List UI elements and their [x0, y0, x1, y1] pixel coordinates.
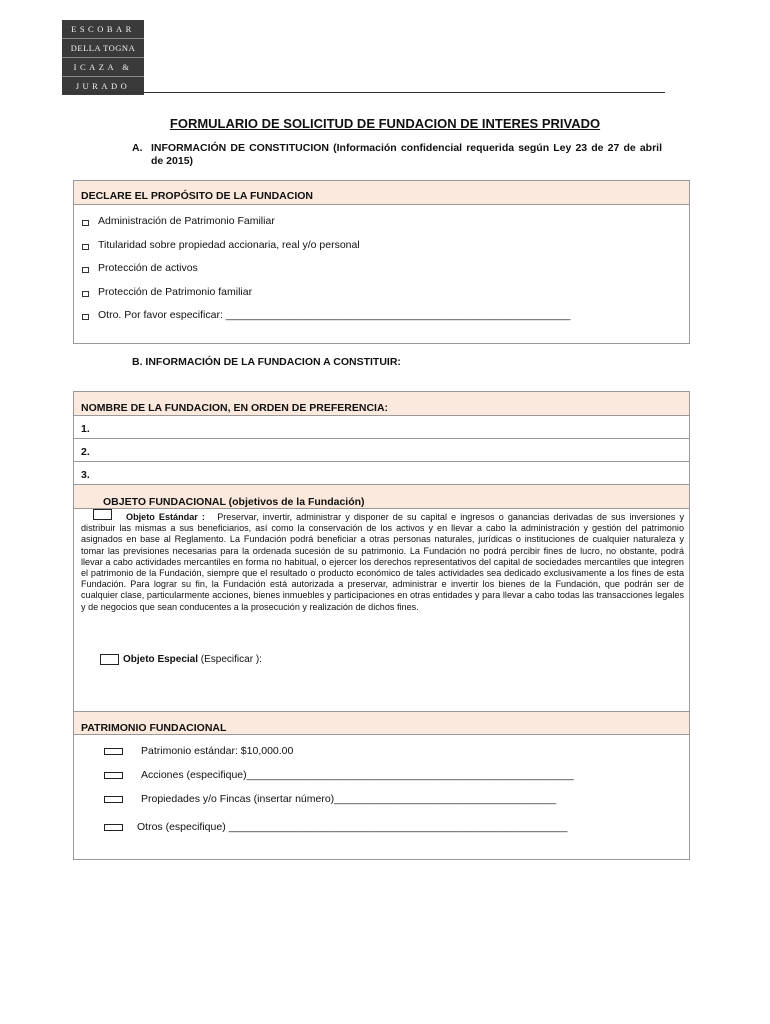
- patrimonio-option[interactable]: [104, 745, 293, 757]
- section-b-heading: B. INFORMACIÓN DE LA FUNDACION A CONSTITUIR:: [132, 356, 401, 368]
- header-divider: [62, 92, 665, 93]
- patrimonio-checkbox[interactable]: [104, 824, 123, 831]
- logo-line: ESCOBAR: [62, 20, 144, 39]
- patrimonio-section: [74, 735, 689, 855]
- name-preference-row[interactable]: 1.: [74, 416, 689, 439]
- name-preference-row[interactable]: 2.: [74, 439, 689, 462]
- section-a-heading: [132, 142, 662, 168]
- patrimonio-checkbox[interactable]: [104, 748, 123, 755]
- section-a-text: INFORMACIÓN DE CONSTITUCION (Información confidencial requerida según Ley 23 de 27 de abril de 2015): [151, 142, 662, 167]
- patrimonio-heading: PATRIMONIO FUNDACIONAL: [74, 711, 689, 735]
- patrimonio-checkbox[interactable]: [104, 772, 123, 779]
- logo-line: JURADO: [75, 81, 131, 91]
- objeto-special-checkbox[interactable]: [100, 654, 119, 665]
- foundation-info-box: [73, 391, 690, 860]
- patrimonio-option-label: Otros (especifique) __________________________________________________________: [137, 821, 568, 833]
- objeto-special-row: [100, 654, 262, 665]
- patrimonio-option[interactable]: [104, 769, 574, 781]
- name-preference-row[interactable]: 3.: [74, 462, 689, 485]
- objeto-standard-text: [74, 512, 689, 613]
- purpose-box: [73, 180, 690, 344]
- patrimonio-option-label: Patrimonio estándar: $10,000.00: [141, 745, 294, 757]
- names-heading: NOMBRE DE LA FUNDACION, EN ORDEN DE PREFERENCIA:: [74, 392, 689, 416]
- patrimonio-option-label: Acciones (especifique)________________________________________________________: [141, 769, 574, 781]
- patrimonio-option[interactable]: [104, 821, 567, 833]
- objeto-standard-description: Preservar, invertir, administrar y disponer de su capital e ingresos o ganancias derivadas de sus inversiones y distribuir las mismas a sus beneficiarios, así como la conservación de los activos y en llevar a cabo la administración y gestión del patrimonio asignados en base al Reglamento. La Fundación podrá beneficiar a otras personas naturales, jurídicas o instituciones de cualquier naturaleza y tomar las previsiones necesarias para la ordenada sucesión de su patrimonio. La Fundación no podrá percibir fines de lucro, no obstante, podrá llevar a cabo actividades mercantiles en forma no habitual, o ejercer los derechos representativos del capital de sociedades mercantiles que integren el patrimonio de la Fundación, siempre que el resultado o producto económico de tales actividades sea dedicado exclusivamente a los fines de esta Fundación. Para lograr su fin, la Fundación está autorizada a preservar, administrar e invertir los bienes de la Fundación, que podrán ser de cualquier clase, particularmente acciones, bienes inmuebles y participaciones en otras entidades y para llevar a cabo todas las transacciones legales y de negocios que sean conducentes a la prosecución y realización de dichos fines.: [81, 512, 684, 612]
- objeto-standard-label: Objeto Estándar :: [126, 512, 205, 522]
- patrimonio-option-label: Propiedades y/o Fincas (insertar número)______________________________________: [141, 793, 557, 805]
- purpose-option[interactable]: Otro. Por favor especificar: ___________________________________________________________: [74, 304, 689, 328]
- purpose-option[interactable]: Protección de activos: [74, 257, 689, 281]
- patrimonio-checkbox[interactable]: [104, 796, 123, 803]
- logo-line: DELLA TOGNA: [62, 39, 144, 58]
- purpose-list: [74, 210, 689, 328]
- objeto-special-label: Objeto Especial: [123, 654, 199, 666]
- logo-line: ICAZA &: [62, 58, 144, 77]
- objeto-standard-checkbox[interactable]: [93, 509, 112, 520]
- form-title: FORMULARIO DE SOLICITUD DE FUNDACION DE INTERES PRIVADO: [169, 116, 601, 131]
- purpose-option[interactable]: Protección de Patrimonio familiar: [74, 281, 689, 305]
- patrimonio-option[interactable]: [104, 793, 556, 805]
- objeto-heading: [74, 485, 689, 509]
- objeto-special-suffix: (Especificar ):: [198, 654, 262, 666]
- firm-logo: [62, 20, 144, 95]
- objeto-heading-text: OBJETO FUNDACIONAL (objetivos de la Fundación): [103, 496, 365, 508]
- objeto-standard-section: [74, 512, 689, 711]
- purpose-option[interactable]: Titularidad sobre propiedad accionaria, real y/o personal: [74, 234, 689, 258]
- purpose-option[interactable]: Administración de Patrimonio Familiar: [74, 210, 689, 234]
- purpose-heading: DECLARE EL PROPÓSITO DE LA FUNDACION: [74, 181, 689, 205]
- section-a-number: A.: [132, 142, 143, 154]
